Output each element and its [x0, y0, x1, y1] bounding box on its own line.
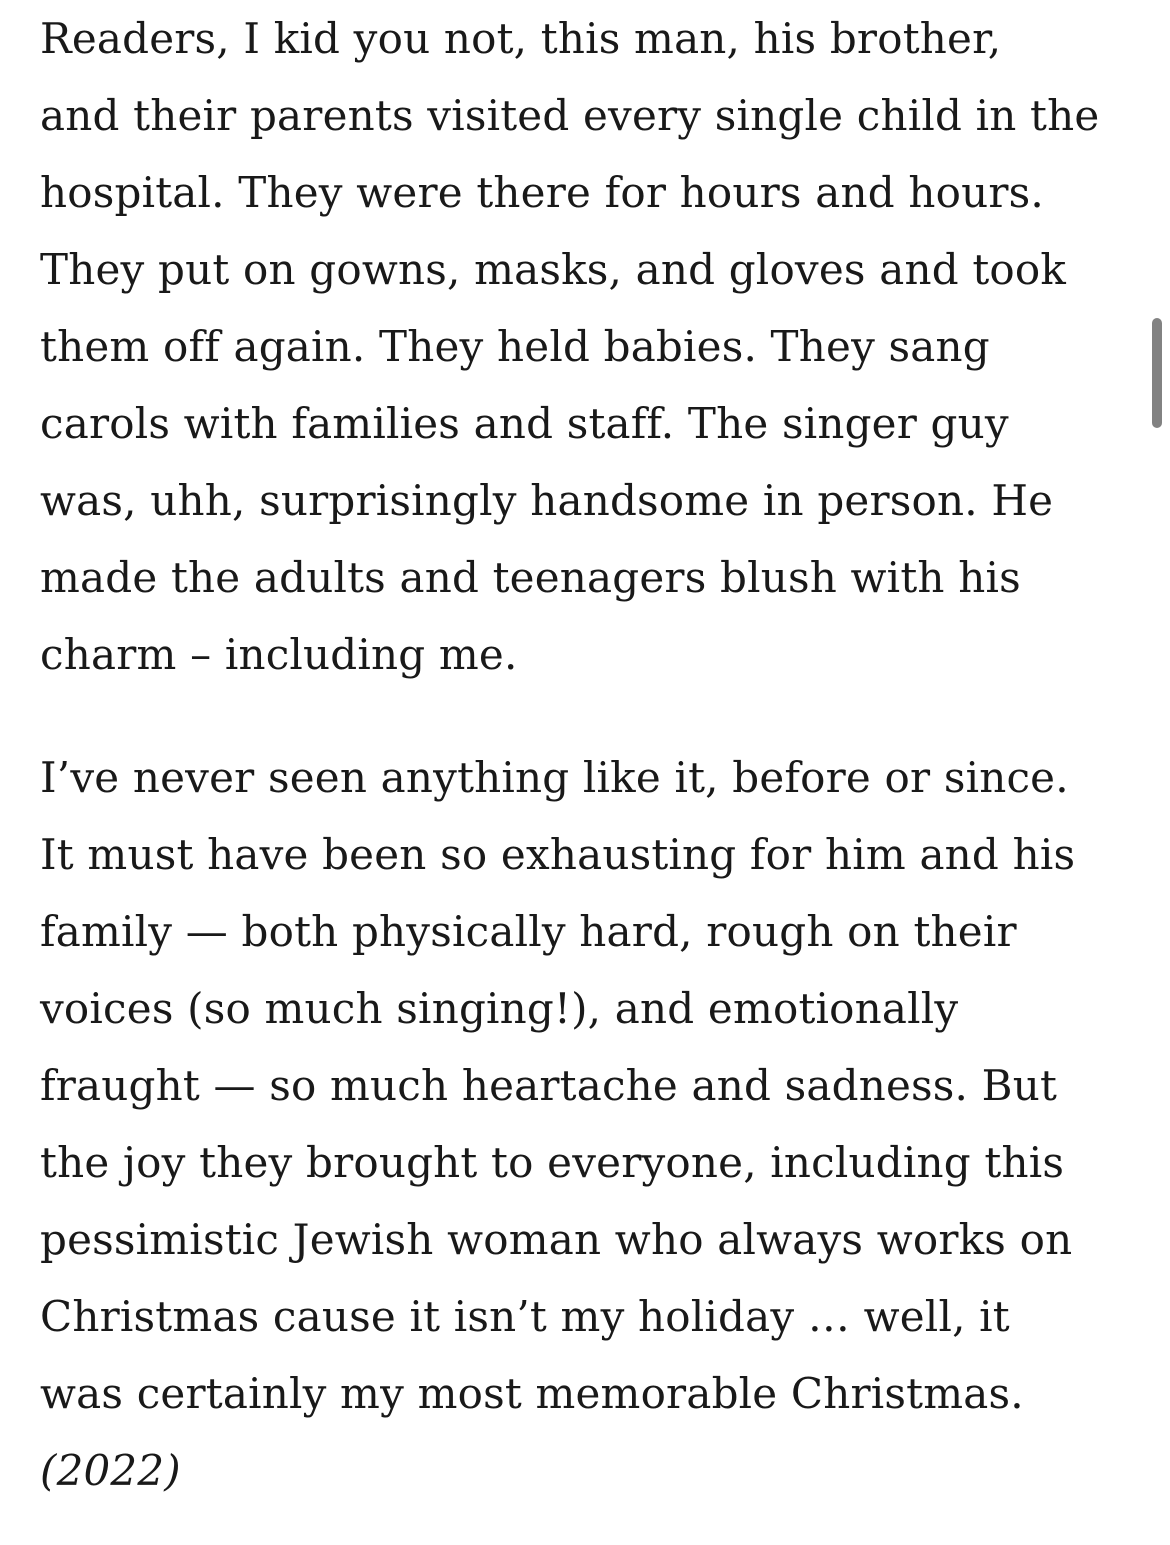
text-line: hospital. They were there for hours and hours.	[40, 168, 1044, 217]
text-line: family — both physically hard, rough on their	[40, 907, 1017, 956]
paragraph-2	[40, 739, 1134, 1509]
scrollbar-thumb[interactable]	[1152, 318, 1162, 428]
text-line: made the adults and teenagers blush with his	[40, 553, 1021, 602]
paragraph-1	[40, 0, 1134, 693]
text-line: charm – including me.	[40, 630, 518, 679]
text-line: It must have been so exhausting for him and his	[40, 830, 1076, 879]
attribution-year: (2022)	[40, 1446, 181, 1495]
text-line: the joy they brought to everyone, including this	[40, 1138, 1065, 1187]
text-line: them off again. They held babies. They sang	[40, 322, 990, 371]
text-line: I’ve never seen anything like it, before or since.	[40, 753, 1069, 802]
text-line: Christmas cause it isn’t my holiday … well, it	[40, 1292, 1010, 1341]
text-line: Readers, I kid you not, this man, his brother,	[40, 14, 1002, 63]
text-line: and their parents visited every single child in the	[40, 91, 1100, 140]
text-line: fraught — so much heartache and sadness. But	[40, 1061, 1058, 1110]
text-line: They put on gowns, masks, and gloves and took	[40, 245, 1067, 294]
text-line: voices (so much singing!), and emotionally	[40, 984, 959, 1033]
text-line: was certainly my most memorable Christmas.	[40, 1369, 1024, 1418]
text-line: carols with families and staff. The singer guy	[40, 399, 1009, 448]
text-line: pessimistic Jewish woman who always works on	[40, 1215, 1073, 1264]
text-line: was, uhh, surprisingly handsome in person. He	[40, 476, 1054, 525]
